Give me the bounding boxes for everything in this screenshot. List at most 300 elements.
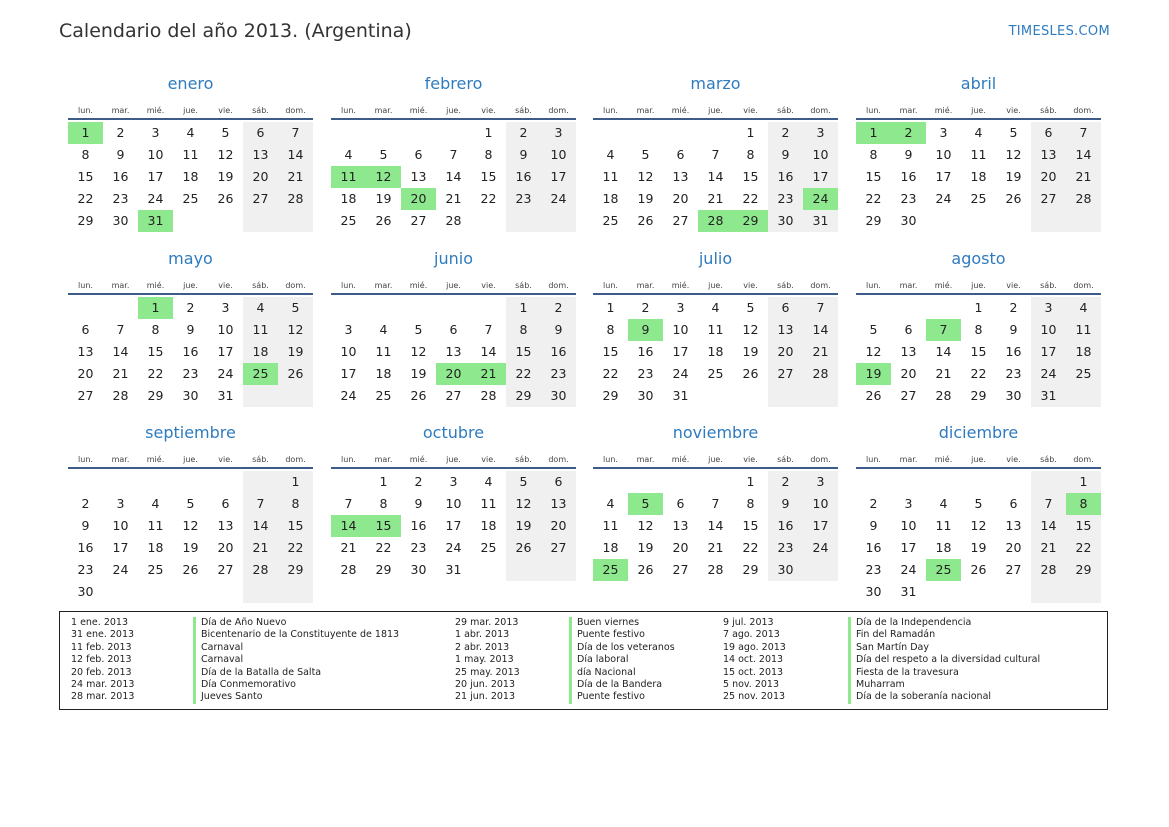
day-cell: 22 — [742, 191, 759, 206]
day-cell: 11 — [970, 147, 987, 162]
holiday-name: Día laboral — [569, 654, 628, 666]
day-cell: 22 — [278, 537, 313, 559]
day-cell: 10 — [340, 344, 357, 359]
day-cell: 6 — [81, 322, 90, 337]
day-cell: 6 — [1031, 122, 1066, 144]
day-cell: 2 — [541, 297, 576, 319]
empty-cell — [471, 297, 506, 319]
weekday-label: mié. — [934, 455, 953, 464]
weekday-label: mié. — [671, 281, 690, 290]
day-cell: 3 — [939, 125, 948, 140]
day-cell: 19 — [637, 191, 654, 206]
day-cell: 28 — [803, 363, 838, 385]
day-cell: 3 — [803, 471, 838, 493]
day-cell: 8 — [606, 322, 615, 337]
holiday-date: 2 abr. 2013 — [455, 641, 510, 653]
day-cell: 18 — [480, 518, 497, 533]
holiday-date: 1 may. 2013 — [455, 654, 514, 666]
weekday-label: mar. — [374, 106, 393, 115]
day-cell: 3 — [541, 122, 576, 144]
page-title: Calendario del año 2013. (Argentina) — [59, 20, 412, 42]
weekday-label: mié. — [409, 281, 428, 290]
day-cell: 12 — [278, 319, 313, 341]
month-name: enero — [167, 74, 214, 93]
day-cell: 2 — [414, 474, 423, 489]
day-grid — [593, 122, 838, 232]
day-cell: 8 — [974, 322, 983, 337]
day-cell: 30 — [182, 388, 199, 403]
weekday-label: vie. — [1006, 281, 1021, 290]
empty-cell — [366, 122, 401, 144]
site-link[interactable]: TIMESLES.COM — [1008, 24, 1110, 39]
weekday-label: lun. — [603, 106, 618, 115]
day-cell: 31 — [672, 388, 689, 403]
holiday-name: Muharram — [848, 679, 905, 691]
day-cell: 9 — [81, 518, 90, 533]
day-cell: 23 — [410, 540, 427, 555]
day-cell: 1 — [746, 474, 755, 489]
day-cell: 4 — [379, 322, 388, 337]
weekday-label: vie. — [218, 281, 233, 290]
weekday-label: dom. — [285, 281, 306, 290]
empty-cell — [803, 385, 838, 407]
day-cell: 2 — [768, 122, 803, 144]
holiday-name: día Nacional — [569, 667, 636, 679]
day-cell: 15 — [970, 344, 987, 359]
day-cell: 6 — [221, 496, 230, 511]
weekday-label: jue. — [708, 106, 723, 115]
day-cell: 28 — [243, 559, 278, 581]
weekday-label: sáb. — [515, 106, 532, 115]
day-cell: 24 — [147, 191, 164, 206]
day-cell: 5 — [869, 322, 878, 337]
day-cell: 7 — [243, 493, 278, 515]
day-cell: 5 — [278, 297, 313, 319]
weekday-label: sáb. — [515, 281, 532, 290]
holiday-day-cell: 1 — [856, 122, 891, 144]
day-cell: 1 — [484, 125, 493, 140]
holiday-name: Día de Año Nuevo — [193, 617, 286, 629]
day-cell: 15 — [506, 341, 541, 363]
holiday-date: 9 jul. 2013 — [723, 617, 774, 628]
day-cell: 29 — [865, 213, 882, 228]
day-cell: 27 — [445, 388, 462, 403]
empty-cell — [593, 471, 628, 493]
month-name: noviembre — [672, 423, 759, 442]
month-marzo — [593, 73, 838, 232]
holiday-date: 11 feb. 2013 — [71, 641, 132, 653]
weekday-label: mar. — [899, 455, 918, 464]
weekday-header — [68, 270, 313, 295]
day-cell: 13 — [243, 144, 278, 166]
weekday-label: mar. — [899, 281, 918, 290]
weekday-label: jue. — [971, 455, 986, 464]
holiday-name: Día de la soberanía nacional — [848, 691, 991, 703]
weekday-label: mar. — [111, 281, 130, 290]
day-cell: 3 — [344, 322, 353, 337]
day-cell: 4 — [484, 474, 493, 489]
day-cell: 11 — [147, 518, 164, 533]
day-cell: 10 — [217, 322, 234, 337]
empty-cell — [768, 385, 803, 407]
weekday-label: mar. — [899, 106, 918, 115]
month-name: julio — [698, 249, 733, 268]
day-cell: 9 — [186, 322, 195, 337]
day-grid — [68, 122, 313, 232]
holiday-name: Carnaval — [193, 654, 243, 666]
day-cell: 28 — [112, 388, 129, 403]
empty-cell — [1031, 581, 1066, 603]
day-cell: 13 — [410, 169, 427, 184]
day-cell: 29 — [970, 388, 987, 403]
weekday-label: lun. — [603, 455, 618, 464]
day-cell: 26 — [375, 213, 392, 228]
month-septiembre — [68, 422, 313, 603]
day-cell: 19 — [637, 540, 654, 555]
day-cell: 7 — [278, 122, 313, 144]
day-cell: 11 — [602, 518, 619, 533]
day-cell: 26 — [410, 388, 427, 403]
holiday-name: Día Conmemorativo — [193, 679, 296, 691]
empty-cell — [803, 559, 838, 581]
day-cell: 30 — [112, 213, 129, 228]
day-cell: 17 — [803, 166, 838, 188]
day-cell: 6 — [449, 322, 458, 337]
day-cell: 15 — [77, 169, 94, 184]
day-cell: 15 — [742, 518, 759, 533]
day-cell: 26 — [506, 537, 541, 559]
day-cell: 3 — [116, 496, 125, 511]
weekday-label: vie. — [1006, 106, 1021, 115]
day-cell: 14 — [707, 169, 724, 184]
holiday-day-cell: 25 — [926, 559, 961, 581]
holiday-day-cell: 24 — [803, 188, 838, 210]
day-cell: 30 — [1005, 388, 1022, 403]
empty-cell — [593, 122, 628, 144]
holiday-date: 1 ene. 2013 — [71, 617, 128, 628]
day-cell: 6 — [676, 147, 685, 162]
holiday-name: San Martín Day — [848, 642, 929, 654]
day-cell: 7 — [116, 322, 125, 337]
day-cell: 16 — [865, 540, 882, 555]
day-cell: 12 — [182, 518, 199, 533]
holiday-date: 20 feb. 2013 — [71, 666, 132, 678]
day-cell: 7 — [711, 147, 720, 162]
holiday-date: 7 ago. 2013 — [723, 629, 780, 641]
day-cell: 20 — [768, 341, 803, 363]
day-cell: 17 — [541, 166, 576, 188]
day-cell: 10 — [803, 493, 838, 515]
holiday-name: Día de la Batalla de Salta — [193, 667, 321, 679]
day-cell: 16 — [1005, 344, 1022, 359]
weekday-label: jue. — [708, 281, 723, 290]
weekday-label: mié. — [146, 106, 165, 115]
day-cell: 1 — [606, 300, 615, 315]
day-cell: 9 — [1009, 322, 1018, 337]
day-cell: 16 — [77, 540, 94, 555]
day-cell: 12 — [1005, 147, 1022, 162]
day-cell: 10 — [900, 518, 917, 533]
weekday-label: mié. — [934, 281, 953, 290]
weekday-label: mié. — [409, 106, 428, 115]
weekday-label: mar. — [636, 455, 655, 464]
day-cell: 21 — [1066, 166, 1101, 188]
holiday-day-cell: 20 — [401, 188, 436, 210]
day-cell: 22 — [375, 540, 392, 555]
day-cell: 14 — [445, 169, 462, 184]
day-cell: 22 — [970, 366, 987, 381]
day-cell: 9 — [116, 147, 125, 162]
day-cell: 21 — [243, 537, 278, 559]
empty-cell — [331, 122, 366, 144]
day-cell: 14 — [1066, 144, 1101, 166]
day-cell: 3 — [803, 122, 838, 144]
day-cell: 27 — [672, 213, 689, 228]
day-cell: 21 — [1031, 537, 1066, 559]
day-cell: 27 — [1031, 188, 1066, 210]
empty-cell — [68, 297, 103, 319]
day-cell: 30 — [77, 584, 94, 599]
day-cell: 24 — [803, 537, 838, 559]
day-cell: 5 — [186, 496, 195, 511]
day-cell: 18 — [243, 341, 278, 363]
day-cell: 7 — [803, 297, 838, 319]
month-name: febrero — [424, 74, 483, 93]
empty-cell — [698, 385, 733, 407]
day-cell: 25 — [707, 366, 724, 381]
day-cell: 17 — [340, 366, 357, 381]
weekday-label: mar. — [374, 281, 393, 290]
day-cell: 16 — [541, 341, 576, 363]
day-cell: 22 — [742, 540, 759, 555]
empty-cell — [243, 471, 278, 493]
day-cell: 22 — [77, 191, 94, 206]
weekday-label: sáb. — [1040, 455, 1057, 464]
empty-cell — [243, 385, 278, 407]
holiday-day-cell: 25 — [593, 559, 628, 581]
empty-cell — [856, 297, 891, 319]
day-cell: 4 — [974, 125, 983, 140]
day-cell: 14 — [112, 344, 129, 359]
day-cell: 10 — [935, 147, 952, 162]
day-cell: 20 — [672, 540, 689, 555]
empty-cell — [926, 581, 961, 603]
day-cell: 22 — [147, 366, 164, 381]
holiday-name: Día de los veteranos — [569, 642, 675, 654]
day-cell: 21 — [935, 366, 952, 381]
day-cell: 5 — [974, 496, 983, 511]
weekday-label: mar. — [111, 455, 130, 464]
day-cell: 25 — [340, 213, 357, 228]
weekday-label: jue. — [971, 281, 986, 290]
day-cell: 18 — [970, 169, 987, 184]
month-junio — [331, 248, 576, 407]
holiday-date: 20 jun. 2013 — [455, 679, 516, 690]
empty-cell — [926, 210, 961, 232]
day-cell: 6 — [676, 496, 685, 511]
day-cell: 7 — [1031, 493, 1066, 515]
weekday-label: jue. — [183, 106, 198, 115]
day-cell: 16 — [410, 518, 427, 533]
month-name: agosto — [951, 249, 1006, 268]
empty-cell — [331, 297, 366, 319]
day-cell: 16 — [637, 344, 654, 359]
weekday-label: vie. — [481, 106, 496, 115]
day-cell: 11 — [602, 169, 619, 184]
empty-cell — [663, 471, 698, 493]
day-cell: 8 — [379, 496, 388, 511]
empty-cell — [173, 581, 208, 603]
day-cell: 4 — [711, 300, 720, 315]
day-cell: 23 — [77, 562, 94, 577]
weekday-label: sáb. — [777, 455, 794, 464]
holiday-day-cell: 15 — [366, 515, 401, 537]
day-cell: 26 — [742, 366, 759, 381]
empty-cell — [961, 581, 996, 603]
day-cell: 8 — [746, 496, 755, 511]
day-cell: 8 — [746, 147, 755, 162]
holiday-name: Buen viernes — [569, 617, 639, 629]
weekday-label: lun. — [603, 281, 618, 290]
holiday-date: 21 jun. 2013 — [455, 691, 516, 703]
empty-cell — [436, 122, 471, 144]
holiday-day-cell: 19 — [856, 363, 891, 385]
weekday-label: sáb. — [1040, 281, 1057, 290]
weekday-label: jue. — [183, 455, 198, 464]
day-cell: 18 — [602, 540, 619, 555]
day-cell: 8 — [506, 319, 541, 341]
day-cell: 29 — [147, 388, 164, 403]
day-cell: 18 — [602, 191, 619, 206]
day-cell: 9 — [768, 144, 803, 166]
day-cell: 28 — [340, 562, 357, 577]
day-cell: 22 — [602, 366, 619, 381]
month-name: septiembre — [145, 423, 236, 442]
day-cell: 23 — [768, 188, 803, 210]
weekday-label: vie. — [218, 106, 233, 115]
empty-cell — [138, 581, 173, 603]
empty-cell — [1031, 210, 1066, 232]
holiday-date: 29 mar. 2013 — [455, 617, 519, 628]
empty-cell — [891, 471, 926, 493]
weekday-label: dom. — [1073, 455, 1094, 464]
day-cell: 8 — [484, 147, 493, 162]
day-cell: 24 — [217, 366, 234, 381]
holiday-name: Puente festivo — [569, 691, 645, 703]
empty-cell — [436, 297, 471, 319]
empty-cell — [891, 297, 926, 319]
day-cell: 5 — [746, 300, 755, 315]
day-cell: 23 — [900, 191, 917, 206]
day-cell: 25 — [970, 191, 987, 206]
holiday-day-cell: 1 — [68, 122, 103, 144]
day-cell: 24 — [445, 540, 462, 555]
day-cell: 16 — [768, 166, 803, 188]
day-grid — [331, 471, 576, 581]
empty-cell — [173, 210, 208, 232]
day-cell: 18 — [935, 540, 952, 555]
day-cell: 13 — [541, 493, 576, 515]
day-cell: 26 — [637, 213, 654, 228]
day-cell: 26 — [637, 562, 654, 577]
empty-cell — [103, 581, 138, 603]
day-cell: 25 — [480, 540, 497, 555]
day-cell: 27 — [672, 562, 689, 577]
month-diciembre — [856, 422, 1101, 603]
weekday-label: sáb. — [1040, 106, 1057, 115]
weekday-label: lun. — [78, 455, 93, 464]
weekday-label: sáb. — [252, 106, 269, 115]
weekday-label: vie. — [481, 455, 496, 464]
day-cell: 10 — [672, 322, 689, 337]
day-cell: 1 — [974, 300, 983, 315]
holiday-day-cell: 31 — [138, 210, 173, 232]
empty-cell — [138, 471, 173, 493]
day-cell: 5 — [414, 322, 423, 337]
day-cell: 4 — [151, 496, 160, 511]
month-agosto — [856, 248, 1101, 407]
holiday-name: Bicentenario de la Constituyente de 1813 — [193, 629, 399, 641]
empty-cell — [331, 471, 366, 493]
day-cell: 30 — [541, 385, 576, 407]
day-grid — [331, 122, 576, 232]
day-cell: 8 — [869, 147, 878, 162]
day-cell: 11 — [375, 344, 392, 359]
day-cell: 25 — [375, 388, 392, 403]
day-cell: 14 — [480, 344, 497, 359]
day-cell: 19 — [742, 344, 759, 359]
day-cell: 1 — [746, 125, 755, 140]
holiday-date: 1 abr. 2013 — [455, 629, 510, 641]
weekday-label: mié. — [671, 106, 690, 115]
day-cell: 12 — [637, 518, 654, 533]
day-cell: 27 — [768, 363, 803, 385]
day-cell: 24 — [541, 188, 576, 210]
day-cell: 21 — [707, 191, 724, 206]
empty-cell — [698, 471, 733, 493]
day-cell: 30 — [768, 559, 803, 581]
day-cell: 30 — [865, 584, 882, 599]
day-cell: 9 — [506, 144, 541, 166]
month-febrero — [331, 73, 576, 232]
day-cell: 3 — [1031, 297, 1066, 319]
day-cell: 3 — [449, 474, 458, 489]
empty-cell — [996, 210, 1031, 232]
weekday-label: jue. — [446, 455, 461, 464]
day-cell: 24 — [672, 366, 689, 381]
day-cell: 5 — [1009, 125, 1018, 140]
holiday-name: Fiesta de la travesura — [848, 667, 959, 679]
day-cell: 1 — [278, 471, 313, 493]
day-cell: 18 — [340, 191, 357, 206]
empty-cell — [628, 471, 663, 493]
day-cell: 5 — [379, 147, 388, 162]
weekday-label: lun. — [341, 455, 356, 464]
weekday-label: mié. — [146, 281, 165, 290]
day-cell: 17 — [112, 540, 129, 555]
day-cell: 13 — [672, 518, 689, 533]
month-julio — [593, 248, 838, 407]
empty-cell — [103, 297, 138, 319]
holiday-name: Puente festivo — [569, 629, 645, 641]
day-cell: 15 — [147, 344, 164, 359]
day-cell: 7 — [1066, 122, 1101, 144]
day-cell: 3 — [904, 496, 913, 511]
day-cell: 5 — [641, 147, 650, 162]
day-cell: 11 — [1066, 319, 1101, 341]
day-cell: 15 — [1066, 515, 1101, 537]
day-cell: 27 — [243, 188, 278, 210]
